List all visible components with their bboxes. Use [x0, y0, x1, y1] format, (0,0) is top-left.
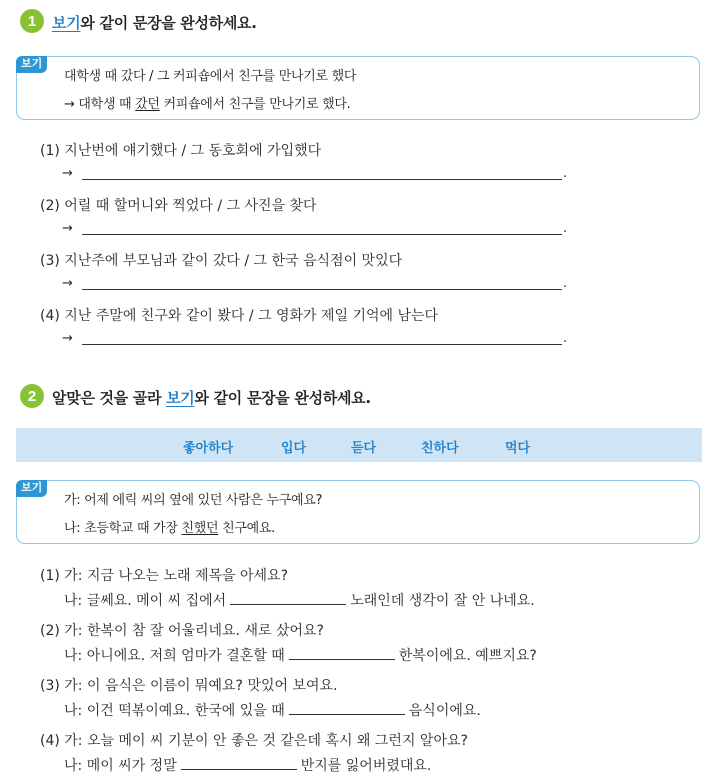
section-1-number: 1: [20, 9, 44, 33]
s2-item-4-answer: [64, 755, 431, 775]
section-1-title-rest: 와 같이 문장을 완성하세요.: [80, 14, 257, 32]
section-1-title: [52, 12, 257, 33]
section-2-example-line-1: 가: 어제 에릭 씨의 옆에 있던 사람은 누구예요?: [64, 493, 323, 508]
s1-item-3-text: (3) 지난주에 부모님과 같이 갔다 / 그 한국 음식점이 맛있다: [40, 253, 403, 269]
section-2-title-highlight: 보기: [166, 389, 195, 407]
s1-item-3-answer-line[interactable]: [82, 289, 562, 290]
s1-item-2-period: .: [563, 221, 568, 236]
s2-item-1-answer-post: 노래인데 생각이 잘 안 나네요.: [350, 593, 535, 609]
s1-item-2-answer-line[interactable]: [82, 234, 562, 235]
s2-item-3-answer: [64, 700, 481, 720]
word-bank-item-3[interactable]: 듣다: [351, 441, 377, 456]
s1-item-2-arrow: →: [62, 221, 73, 236]
s1-item-3-arrow: →: [62, 276, 73, 291]
section-1-example-line-2: [64, 93, 350, 112]
s2-item-1-blank[interactable]: [230, 592, 346, 605]
s1-item-1-text: (1) 지난번에 얘기했다 / 그 동호회에 가입했다: [40, 143, 322, 159]
s2-item-4-answer-post: 반지를 잃어버렸대요.: [300, 758, 432, 774]
example-2-underlined-word: 친했던: [181, 521, 219, 536]
s1-item-4-answer-line[interactable]: [82, 344, 562, 345]
word-bank-item-4[interactable]: 친하다: [421, 441, 459, 456]
example-underlined-word: 갔던: [135, 97, 160, 112]
s2-item-2-answer-pre: 나: 아니에요. 저희 엄마가 결혼할 때: [64, 648, 285, 664]
s1-item-1-arrow: →: [62, 166, 73, 181]
s2-item-4-blank[interactable]: [181, 757, 297, 770]
section-2-title-prefix: 알맞은 것을 골라: [52, 389, 167, 407]
s1-item-4-period: .: [563, 331, 568, 346]
s2-item-3-answer-post: 음식이에요.: [408, 703, 481, 719]
example-line-2-suffix: 커피숍에서 친구를 만나기로 했다.: [159, 97, 351, 112]
section-2-title-rest: 와 같이 문장을 완성하세요.: [194, 389, 371, 407]
s2-item-2-question: (2) 가: 한복이 참 잘 어울리네요. 새로 샀어요?: [40, 623, 324, 639]
word-bank-item-5[interactable]: 먹다: [505, 441, 531, 456]
word-bank-item-2[interactable]: 입다: [281, 441, 307, 456]
section-1-title-highlight: 보기: [52, 14, 81, 32]
s2-item-2-answer: [64, 645, 537, 665]
s1-item-2-text: (2) 어릴 때 할머니와 찍었다 / 그 사진을 찾다: [40, 198, 317, 214]
section-2-number: 2: [20, 384, 44, 408]
s2-item-3-answer-pre: 나: 이건 떡볶이예요. 한국에 있을 때: [64, 703, 285, 719]
s2-item-1-answer: [64, 590, 535, 610]
example-line-2-prefix: → 대학생 때: [64, 97, 136, 112]
word-bank: [16, 428, 702, 462]
s1-item-4-text: (4) 지난 주말에 친구와 같이 봤다 / 그 영화가 제일 기억에 남는다: [40, 308, 439, 324]
example-2-line-2-suffix: 친구예요.: [218, 521, 275, 536]
example-2-line-2-prefix: 나: 초등학교 때 가장: [64, 521, 182, 536]
word-bank-item-1[interactable]: 좋아하다: [183, 441, 234, 456]
s2-item-3-blank[interactable]: [289, 702, 405, 715]
s2-item-4-question: (4) 가: 오늘 메이 씨 기분이 안 좋은 것 같은데 혹시 왜 그런지 알아요?: [40, 733, 468, 749]
section-2-example-line-2: [64, 517, 275, 536]
section-1-example-line-1: 대학생 때 갔다 / 그 커피숍에서 친구를 만나기로 했다: [64, 69, 357, 84]
s2-item-3-question: (3) 가: 이 음식은 이름이 뭐예요? 맛있어 보여요.: [40, 678, 338, 694]
s2-item-2-answer-post: 한복이에요. 예쁘지요?: [398, 648, 537, 664]
s1-item-1-answer-line[interactable]: [82, 179, 562, 180]
section-2-title: [52, 387, 371, 408]
s2-item-2-blank[interactable]: [289, 647, 395, 660]
s1-item-4-arrow: →: [62, 331, 73, 346]
s2-item-1-answer-pre: 나: 글쎄요. 메이 씨 집에서: [64, 593, 227, 609]
s2-item-4-answer-pre: 나: 메이 씨가 정말: [64, 758, 177, 774]
s1-item-3-period: .: [563, 276, 568, 291]
section-2-example-tag: 보기: [16, 480, 47, 497]
section-1-example-tag: 보기: [16, 56, 47, 73]
s1-item-1-period: .: [563, 166, 568, 181]
s2-item-1-question: (1) 가: 지금 나오는 노래 제목을 아세요?: [40, 568, 289, 584]
